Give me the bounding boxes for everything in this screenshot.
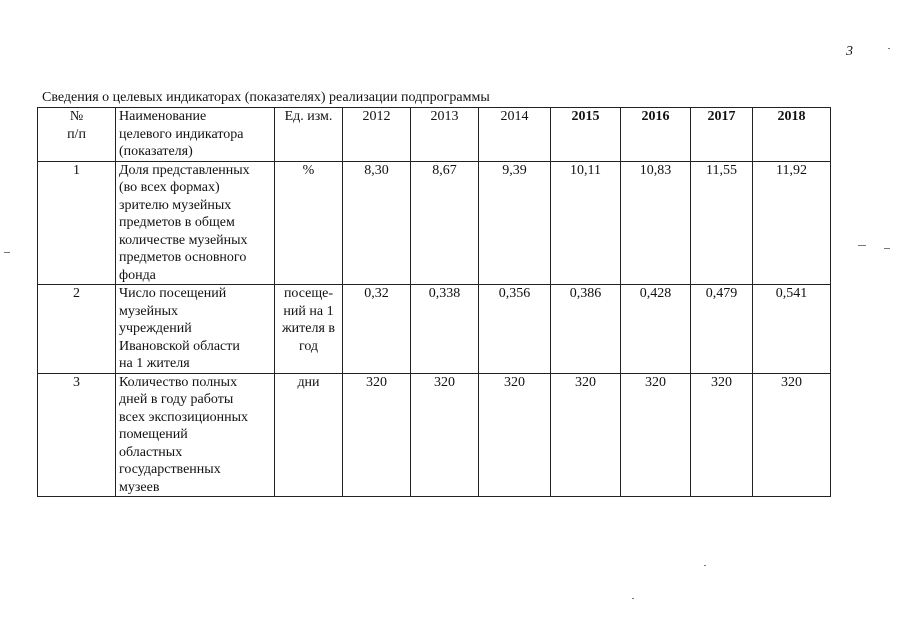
- name-line: на 1 жителя: [119, 356, 190, 371]
- header-row: [38, 108, 831, 162]
- header-year: 2012: [343, 108, 411, 162]
- row-unit: [275, 373, 343, 497]
- header-year: 2013: [411, 108, 479, 162]
- row-unit: [275, 285, 343, 374]
- name-line: учреждений: [119, 321, 192, 336]
- row-num: 3: [38, 373, 116, 497]
- page-number: 3: [846, 44, 853, 59]
- row-value: 320: [551, 373, 621, 497]
- unit-line: жителя в: [281, 321, 336, 336]
- name-line: Доля представленных: [119, 162, 250, 178]
- name-line: областных: [119, 444, 183, 460]
- row-value: 320: [343, 373, 411, 497]
- name-line: всех экспозиционных: [119, 409, 249, 425]
- row-value: 0,386: [551, 285, 621, 374]
- row-num: 2: [38, 285, 116, 374]
- row-value: 11,55: [691, 161, 753, 285]
- scan-speck: [632, 598, 634, 599]
- header-num: [38, 108, 116, 162]
- row-value: 0,338: [411, 285, 479, 374]
- name-line: государственных: [119, 462, 221, 477]
- header-name-line: Наименование: [119, 109, 207, 124]
- header-num-line: №: [69, 109, 84, 124]
- unit-line: год: [298, 338, 319, 354]
- table-row: [38, 161, 831, 285]
- name-line: предметов основного: [119, 250, 247, 265]
- name-line: дней в году работы: [119, 392, 234, 407]
- unit-line: дни: [297, 374, 320, 390]
- row-value: 11,92: [753, 161, 831, 285]
- row-value: 320: [479, 373, 551, 497]
- header-year: 2017: [691, 108, 753, 162]
- scan-speck: [4, 252, 10, 253]
- table-row: [38, 285, 831, 374]
- name-line: музеев: [119, 479, 160, 495]
- scan-speck: [884, 248, 890, 249]
- name-line: (во всех формах): [119, 180, 220, 195]
- header-year: 2016: [621, 108, 691, 162]
- scan-speck: [858, 245, 866, 246]
- row-unit: [275, 161, 343, 285]
- row-value: 320: [691, 373, 753, 497]
- name-line: Число посещений: [119, 286, 227, 301]
- name-line: фонда: [119, 267, 156, 283]
- header-num-line: п/п: [67, 126, 86, 142]
- row-value: 320: [753, 373, 831, 497]
- header-unit: Ед. изм.: [275, 108, 343, 162]
- row-indicator-name: [116, 373, 275, 497]
- row-value: 0,356: [479, 285, 551, 374]
- row-value: 0,32: [343, 285, 411, 374]
- name-line: количестве музейных: [119, 232, 248, 248]
- row-value: 8,67: [411, 161, 479, 285]
- row-num: 1: [38, 161, 116, 285]
- name-line: музейных: [119, 303, 178, 319]
- name-line: помещений: [119, 427, 188, 442]
- row-value: 8,30: [343, 161, 411, 285]
- unit-line: посеще-: [283, 286, 334, 301]
- header-year: 2014: [479, 108, 551, 162]
- row-value: 10,11: [551, 161, 621, 285]
- row-value: 0,428: [621, 285, 691, 374]
- scan-speck: [888, 48, 890, 49]
- row-value: 10,83: [621, 161, 691, 285]
- name-line: Количество полных: [119, 374, 238, 390]
- row-indicator-name: [116, 161, 275, 285]
- row-value: 320: [411, 373, 479, 497]
- table-row: [38, 373, 831, 497]
- unit-line: %: [302, 162, 315, 178]
- row-value: 0,479: [691, 285, 753, 374]
- row-value: 320: [621, 373, 691, 497]
- indicators-table: [37, 107, 831, 497]
- scan-speck: [704, 565, 706, 566]
- header-name-line: целевого индикатора: [119, 126, 244, 142]
- unit-line: ний на 1: [283, 303, 334, 319]
- name-line: предметов в общем: [119, 215, 235, 230]
- name-line: Ивановской области: [119, 338, 240, 354]
- name-line: зрителю музейных: [119, 197, 232, 213]
- row-indicator-name: [116, 285, 275, 374]
- header-name-line: (показателя): [119, 144, 193, 159]
- row-value: 9,39: [479, 161, 551, 285]
- table-caption: Сведения о целевых индикаторах (показателях) реализации подпрограммы: [42, 90, 490, 105]
- header-name: [116, 108, 275, 162]
- header-year: 2015: [551, 108, 621, 162]
- header-year: 2018: [753, 108, 831, 162]
- row-value: 0,541: [753, 285, 831, 374]
